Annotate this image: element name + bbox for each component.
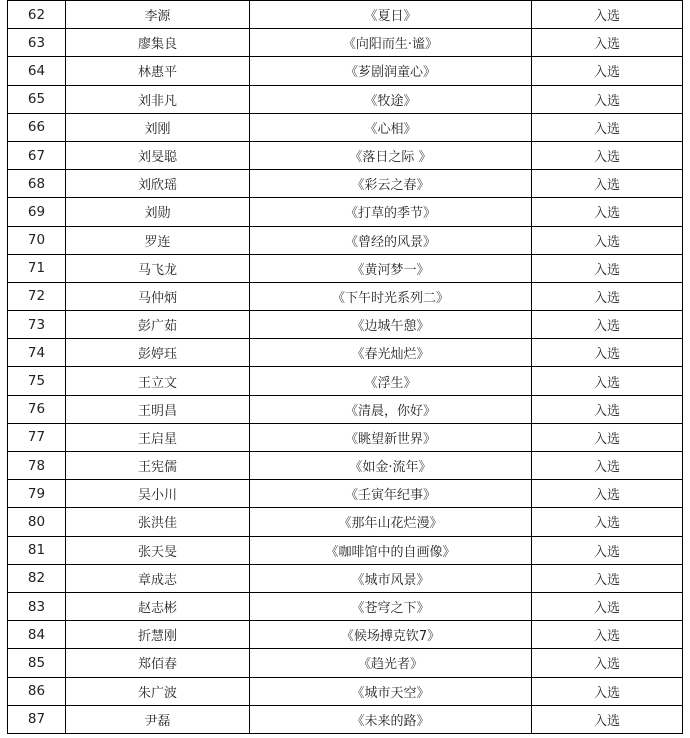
row-number: 82 [8,564,66,592]
table-row [8,508,683,536]
table-row [8,198,683,226]
table-row [8,57,683,85]
row-number: 66 [8,113,66,141]
row-number: 75 [8,367,66,395]
selection-result: 入选 [532,480,683,508]
selection-result: 入选 [532,423,683,451]
work-title: 《向阳而生·谧》 [250,29,532,57]
selection-result: 入选 [532,198,683,226]
table-row [8,395,683,423]
artist-name: 折慧刚 [66,621,250,649]
row-number: 69 [8,198,66,226]
artist-name: 彭婷珏 [66,339,250,367]
row-number: 81 [8,536,66,564]
work-title: 《城市风景》 [250,564,532,592]
artist-name: 郑佰春 [66,649,250,677]
work-title: 《春光灿烂》 [250,339,532,367]
artist-name: 王宪儒 [66,452,250,480]
row-number: 64 [8,57,66,85]
selection-result: 入选 [532,508,683,536]
work-title: 《未来的路》 [250,705,532,733]
artist-name: 马飞龙 [66,254,250,282]
artist-name: 刘刚 [66,113,250,141]
table-row [8,170,683,198]
artist-name: 马仲炳 [66,282,250,310]
artist-name: 李源 [66,1,250,29]
selection-result: 入选 [532,677,683,705]
row-number: 67 [8,141,66,169]
work-title: 《夏日》 [250,1,532,29]
artist-name: 林惠平 [66,57,250,85]
artist-name: 廖集良 [66,29,250,57]
row-number: 71 [8,254,66,282]
row-number: 72 [8,282,66,310]
row-number: 76 [8,395,66,423]
selection-result: 入选 [532,29,683,57]
work-title: 《城市天空》 [250,677,532,705]
table-row [8,452,683,480]
row-number: 84 [8,621,66,649]
artist-name: 朱广波 [66,677,250,705]
work-title: 《落日之际 》 [250,141,532,169]
artist-name: 刘旻聪 [66,141,250,169]
row-number: 63 [8,29,66,57]
selection-result: 入选 [532,1,683,29]
results-table-body [8,1,683,734]
selection-result: 入选 [532,705,683,733]
artist-name: 尹磊 [66,705,250,733]
artist-name: 刘勋 [66,198,250,226]
row-number: 86 [8,677,66,705]
artist-name: 刘非凡 [66,85,250,113]
row-number: 77 [8,423,66,451]
artist-name: 彭广茹 [66,311,250,339]
table-row [8,649,683,677]
work-title: 《那年山花烂漫》 [250,508,532,536]
selection-result: 入选 [532,564,683,592]
selection-result: 入选 [532,57,683,85]
artist-name: 张天旻 [66,536,250,564]
selection-result: 入选 [532,282,683,310]
table-row [8,85,683,113]
results-table-container [7,0,682,734]
row-number: 87 [8,705,66,733]
work-title: 《苍穹之下》 [250,592,532,620]
table-row [8,339,683,367]
table-row [8,141,683,169]
row-number: 73 [8,311,66,339]
table-row [8,480,683,508]
table-row [8,226,683,254]
row-number: 78 [8,452,66,480]
artist-name: 吴小川 [66,480,250,508]
work-title: 《心相》 [250,113,532,141]
work-title: 《咖啡馆中的自画像》 [250,536,532,564]
table-row [8,536,683,564]
selection-result: 入选 [532,113,683,141]
table-row [8,282,683,310]
artist-name: 王立文 [66,367,250,395]
work-title: 《趋光者》 [250,649,532,677]
work-title: 《芗剧润童心》 [250,57,532,85]
work-title: 《曾经的风景》 [250,226,532,254]
row-number: 70 [8,226,66,254]
work-title: 《彩云之春》 [250,170,532,198]
selection-result: 入选 [532,452,683,480]
selection-result: 入选 [532,621,683,649]
work-title: 《黄河梦一》 [250,254,532,282]
work-title: 《下午时光系列二》 [250,282,532,310]
row-number: 62 [8,1,66,29]
artist-name: 章成志 [66,564,250,592]
artist-name: 张洪佳 [66,508,250,536]
row-number: 85 [8,649,66,677]
selection-result: 入选 [532,311,683,339]
results-table [7,0,683,734]
work-title: 《牧途》 [250,85,532,113]
selection-result: 入选 [532,170,683,198]
selection-result: 入选 [532,254,683,282]
selection-result: 入选 [532,649,683,677]
work-title: 《眺望新世界》 [250,423,532,451]
table-row [8,254,683,282]
table-row [8,367,683,395]
selection-result: 入选 [532,141,683,169]
table-row [8,705,683,733]
row-number: 83 [8,592,66,620]
selection-result: 入选 [532,85,683,113]
table-row [8,423,683,451]
work-title: 《清晨，你好》 [250,395,532,423]
row-number: 65 [8,85,66,113]
table-row [8,592,683,620]
artist-name: 刘欣瑶 [66,170,250,198]
work-title: 《候场搏克钦7》 [250,621,532,649]
work-title: 《边城午憩》 [250,311,532,339]
row-number: 80 [8,508,66,536]
selection-result: 入选 [532,367,683,395]
artist-name: 罗连 [66,226,250,254]
work-title: 《浮生》 [250,367,532,395]
artist-name: 王明昌 [66,395,250,423]
row-number: 68 [8,170,66,198]
table-row [8,677,683,705]
artist-name: 王启星 [66,423,250,451]
row-number: 74 [8,339,66,367]
selection-result: 入选 [532,536,683,564]
work-title: 《如金·流年》 [250,452,532,480]
table-row [8,1,683,29]
selection-result: 入选 [532,395,683,423]
table-row [8,311,683,339]
table-row [8,621,683,649]
table-row [8,113,683,141]
work-title: 《打草的季节》 [250,198,532,226]
row-number: 79 [8,480,66,508]
work-title: 《壬寅年纪事》 [250,480,532,508]
table-row [8,564,683,592]
table-row [8,29,683,57]
selection-result: 入选 [532,226,683,254]
selection-result: 入选 [532,339,683,367]
selection-result: 入选 [532,592,683,620]
artist-name: 赵志彬 [66,592,250,620]
